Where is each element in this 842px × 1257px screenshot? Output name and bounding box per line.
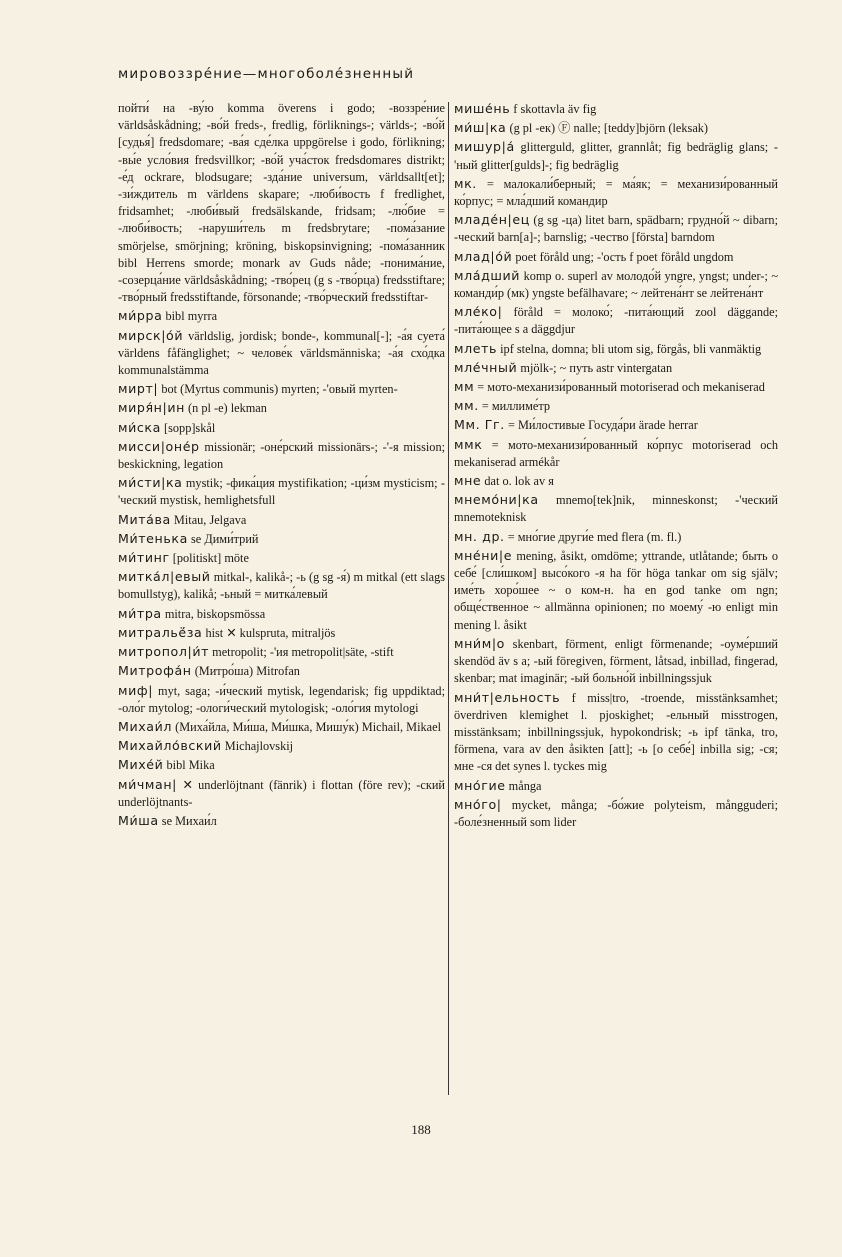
entry-headword: мм bbox=[454, 379, 475, 395]
dictionary-entry bbox=[454, 138, 778, 173]
entry-headword: мм. bbox=[454, 398, 479, 414]
dictionary-entry bbox=[118, 662, 445, 680]
entry-definition: föråld = молоко́; -пита́ющий zool däggande; -пита́ющее s a däggdjur bbox=[454, 305, 778, 337]
dictionary-entry bbox=[118, 438, 445, 473]
dictionary-entry bbox=[454, 119, 778, 137]
entry-headword: Михаи́л bbox=[118, 718, 173, 734]
entry-definition: se Дими́трий bbox=[191, 531, 259, 546]
dictionary-entry bbox=[118, 605, 445, 623]
dictionary-entry bbox=[118, 643, 445, 661]
dictionary-entry bbox=[454, 175, 778, 210]
dictionary-entry bbox=[118, 511, 445, 529]
entry-definition: mycket, många; -бо́жие polyteism, mångguderi; -боле́зненный som lider bbox=[454, 797, 778, 829]
dictionary-entry bbox=[118, 474, 445, 509]
entry-headword: мни́т|ельность bbox=[454, 689, 561, 705]
entry-definition: bibl myrra bbox=[165, 309, 218, 324]
entry-definition: bot (Myrtus communis) myrten; -'овый myrten- bbox=[161, 382, 398, 397]
dictionary-entry bbox=[118, 718, 445, 736]
entry-definition: [sopp]skål bbox=[164, 420, 216, 435]
entry-headword: мно́гие bbox=[454, 777, 506, 793]
entry-definition: se Михаи́л bbox=[161, 813, 217, 828]
dictionary-entry bbox=[454, 689, 778, 776]
entry-headword: Митрофа́н bbox=[118, 663, 192, 679]
entry-headword: мирск|о́й bbox=[118, 327, 184, 343]
entry-definition: пойти́ на -ву́ю komma överens i godo; -воззре́ние världsåskådning; -во́й freds-, fredlig, förliknings-; världs-; -во́й [судья́] fredsdomare; -ва́я сде́лка uppgörelse i godo, förlikning; -вы́е усло́вия fredsvillkor; -во́й уча́сток fredsdomares distrikt; -е́д ockrare, blodsugare; -зда́ние universum, världsallt[et]; -зи́ждитель m världens skapare; -люби́вость f fredlighet, fridsamhet; -люби́вый fredsälskande, fridsam; -лю́бие = -люби́вость; -наруши́тель m fredsbrytare; -пома́зание smörjelse, smörjning; kröning, biskopsinvigning; -пома́занник bibl Herrens smorde; monark av Guds nåde; -понима́ние, -созерца́ние världsåskådning; -тво́рец (g s -тво́рца) fredsstiftare; -тво́рный fredsstiftande, försonande; -тво́рческий fredsstiftar- bbox=[118, 101, 445, 305]
entry-definition: missionär; -оне́рский missionärs-; -'-я mission; beskickning, legation bbox=[118, 439, 446, 472]
dictionary-entry bbox=[118, 812, 445, 830]
entry-headword: мн. др. bbox=[454, 528, 505, 544]
entry-definition: Michajlovskij bbox=[224, 739, 294, 754]
entry-headword: мле́чный bbox=[454, 359, 518, 375]
dictionary-entry bbox=[454, 359, 778, 377]
dictionary-entry bbox=[118, 568, 445, 603]
entry-definition: dat o. lok av я bbox=[484, 474, 554, 489]
dictionary-entry bbox=[118, 756, 445, 774]
entry-definition: mystik; -фика́ция mystifikation; -ци́зм mysticism; -'ческий mystisk, hemlighetsfull bbox=[118, 476, 445, 508]
entry-headword: митропол|и́т bbox=[118, 644, 210, 660]
dictionary-entry bbox=[454, 416, 778, 434]
entry-definition: myt, saga; -и́ческий mytisk, legendarisk; fig uppdiktad; -оло́г mytolog; -ологи́ческий mytologisk; -оло́гия mytologi bbox=[118, 683, 446, 715]
dictionary-entry bbox=[118, 549, 445, 567]
dictionary-entry bbox=[454, 397, 778, 415]
dictionary-entry bbox=[454, 796, 778, 831]
dictionary-entry bbox=[118, 530, 445, 548]
dictionary-entry bbox=[454, 472, 778, 490]
entry-headword: мисси|оне́р bbox=[118, 438, 200, 454]
entry-definition: (Миха́йла, Ми́ша, Ми́шка, Мишу́к) Michail, Mikael bbox=[175, 719, 441, 734]
dictionary-entry bbox=[118, 419, 445, 437]
entry-definition: = мото-механизи́рованный motoriserad och mekaniserad bbox=[477, 380, 765, 395]
left-column bbox=[118, 100, 445, 831]
dictionary-entry bbox=[454, 528, 778, 546]
entry-definition: = миллиме́тр bbox=[481, 399, 551, 414]
entry-definition: mjölk-; ~ путь astr vintergatan bbox=[520, 360, 673, 375]
entry-headword: млеть bbox=[454, 340, 498, 356]
entry-headword: мне bbox=[454, 473, 482, 489]
entry-definition: mnemo[tek]nik, minneskonst; -'ческий mnemoteknisk bbox=[454, 493, 778, 525]
entry-definition: hist ✕ kulspruta, mitraljös bbox=[205, 625, 336, 640]
entry-headword: мне́ни|е bbox=[454, 547, 513, 563]
entry-headword: Ми́тенька bbox=[118, 530, 188, 546]
entry-definition: glitterguld, glitter, grannlåt; fig bedräglig glans; -'ный glitter[gulds]-; fig bedräglig bbox=[454, 140, 779, 172]
dictionary-entry bbox=[118, 776, 445, 811]
entry-headword: миф| bbox=[118, 682, 154, 698]
entry-headword: ми́ш|ка bbox=[454, 120, 507, 136]
entry-definition: komp o. superl av молодо́й yngre, yngst; under-; ~ команди́р (мк) yngste befälhavare; ~ лейтена́нт se лейтена́нт bbox=[454, 268, 778, 301]
running-header: мировоззре́ние—многоболе́зненный bbox=[118, 66, 415, 82]
dictionary-entry bbox=[454, 340, 778, 358]
entry-headword: млад|о́й bbox=[454, 248, 513, 264]
entry-headword: Ми́ша bbox=[118, 812, 159, 828]
entry-headword: ми́рра bbox=[118, 308, 163, 324]
entry-headword: митка́л|евый bbox=[118, 569, 211, 585]
entry-headword: Мм. Гг. bbox=[454, 417, 505, 433]
dictionary-entry bbox=[454, 436, 778, 471]
dictionary-entry bbox=[454, 635, 778, 688]
entry-headword: мле́ко| bbox=[454, 304, 503, 320]
entry-headword: ми́тинг bbox=[118, 550, 170, 566]
entry-headword: ми́ска bbox=[118, 419, 161, 435]
entry-definition: = мото-механизи́рованный ко́рпус motoriserad och mekaniserad armékår bbox=[454, 437, 778, 469]
entry-definition: = мно́гие други́е med flera (m. fl.) bbox=[507, 529, 682, 544]
entry-definition: f skottavla äv fig bbox=[513, 102, 597, 116]
dictionary-entry bbox=[454, 777, 778, 795]
entry-headword: мно́го| bbox=[454, 796, 502, 812]
entry-headword: Михайло́вский bbox=[118, 738, 222, 754]
entry-headword: ми́чман| bbox=[118, 776, 178, 792]
dictionary-entry bbox=[454, 303, 778, 338]
entry-definition: bibl Mika bbox=[166, 758, 215, 773]
dictionary-entry bbox=[118, 399, 445, 417]
dictionary-entry bbox=[454, 378, 778, 396]
entry-definition: ✕ underlöjtnant (fänrik) i flottan (före rev); -ский underlöjtnants- bbox=[118, 777, 445, 809]
entry-definition: f miss|tro, -troende, misstänksamhet; överdriven klemighet l. pjoskighet; -ельный misstrogen, misstänksam; inbillningssjuk, hypokondrisk; -ь ipf tänka, tro, förmena, vara av den åsikten [att]; -ь [о себе́] inbilla sig; -ся; мне -ся det synes l. tyckes mig bbox=[454, 690, 778, 774]
entry-definition: många bbox=[508, 778, 542, 793]
entry-headword: младе́н|ец bbox=[454, 212, 530, 228]
entry-definition: metropolit; -'ия metropolit|säte, -stift bbox=[212, 645, 394, 660]
dictionary-entry bbox=[118, 327, 445, 380]
entry-headword: мла́дший bbox=[454, 267, 521, 283]
dictionary-entry bbox=[454, 491, 778, 526]
dictionary-entry bbox=[118, 100, 445, 306]
entry-headword: ми́тра bbox=[118, 605, 162, 621]
dictionary-entry bbox=[454, 211, 778, 246]
entry-definition: (n pl -е) lekman bbox=[188, 401, 267, 416]
dictionary-entry bbox=[118, 737, 445, 755]
entry-headword: ммк bbox=[454, 436, 483, 452]
dictionary-entry bbox=[454, 547, 778, 634]
entry-definition: poet föråld ung; -'ость f poet föråld ungdom bbox=[515, 249, 734, 264]
entry-definition: (Митро́ша) Mitrofan bbox=[194, 664, 300, 679]
column-divider bbox=[448, 102, 449, 1095]
entry-definition: = малокали́берный; = ма́як; = механизи́рованный ко́рпус; = мла́дший командир bbox=[454, 176, 778, 209]
entry-definition: mitkal-, kalikå-; -ь (g sg -я́) m mitkal (ett slags bomullstyg), kalikå; -ьный = митка́левый bbox=[118, 570, 445, 602]
entry-definition: ipf stelna, domna; bli utom sig, förgås, bli vanmäktig bbox=[500, 341, 762, 356]
entry-headword: миря́н|ин bbox=[118, 400, 185, 416]
entry-headword: Мита́ва bbox=[118, 511, 171, 527]
entry-definition: (g sg -ца) litet barn, spädbarn; грудно́й ~ dibarn; -ческий barn[a]-; barnslig; -чество [första] barndom bbox=[454, 213, 778, 245]
entry-definition: = Ми́лостивые Госуда́ри ärade herrar bbox=[507, 418, 698, 433]
entry-headword: мише́нь bbox=[454, 101, 511, 116]
entry-headword: мк. bbox=[454, 175, 477, 191]
entry-definition: skenbart, förment, enligt förmenande; -оуме́рший skendöd äv s a; -ый föregiven, förment, låtsad, inbillad, fingerad, skenbar; mat imaginär; -ый больно́й inbillningssjuk bbox=[454, 636, 779, 686]
entry-definition: mitra, biskopsmössa bbox=[164, 606, 266, 621]
entry-definition: Mitau, Jelgava bbox=[173, 512, 247, 527]
dictionary-entry bbox=[118, 380, 445, 398]
dictionary-entry bbox=[118, 682, 445, 717]
entry-headword: мнемо́ни|ка bbox=[454, 492, 539, 508]
dictionary-entry bbox=[454, 100, 778, 118]
entry-definition: [politiskt] möte bbox=[172, 551, 249, 566]
entry-headword: ми́сти|ка bbox=[118, 475, 183, 491]
entry-definition: (g pl -ек) Ⓕ nalle; [teddy]björn (leksak) bbox=[509, 121, 709, 136]
page-number: 188 bbox=[411, 1122, 431, 1137]
entry-headword: мни́м|о bbox=[454, 635, 505, 651]
dictionary-entry bbox=[118, 307, 445, 325]
right-column bbox=[454, 100, 778, 832]
entry-headword: мирт| bbox=[118, 381, 159, 397]
dictionary-entry bbox=[454, 267, 778, 302]
entry-headword: митральё́за bbox=[118, 624, 203, 640]
entry-definition: mening, åsikt, omdöme; yttrande, utlåtande; быть о себе́ [сли́шком] высо́кого -я ha för höga tankar om sig själv; име́ть хоро́шее ~ о ком-н. ha en god tanke om ngn; обще́ственное ~ allmänna opinionen; по моему́ -ю enligt min mening l. åsikt bbox=[454, 548, 778, 632]
entry-headword: Михе́й bbox=[118, 757, 164, 773]
dictionary-entry bbox=[454, 248, 778, 266]
dictionary-entry bbox=[118, 624, 445, 642]
entry-headword: мишур|а́ bbox=[454, 139, 515, 155]
entry-definition: världslig, jordisk; bonde-, kommunal[-]; -а́я суета́ världens fåfänglighet; ~ челове́к världsmänniska; -а́я схо́дка kommunalstämma bbox=[118, 328, 445, 378]
